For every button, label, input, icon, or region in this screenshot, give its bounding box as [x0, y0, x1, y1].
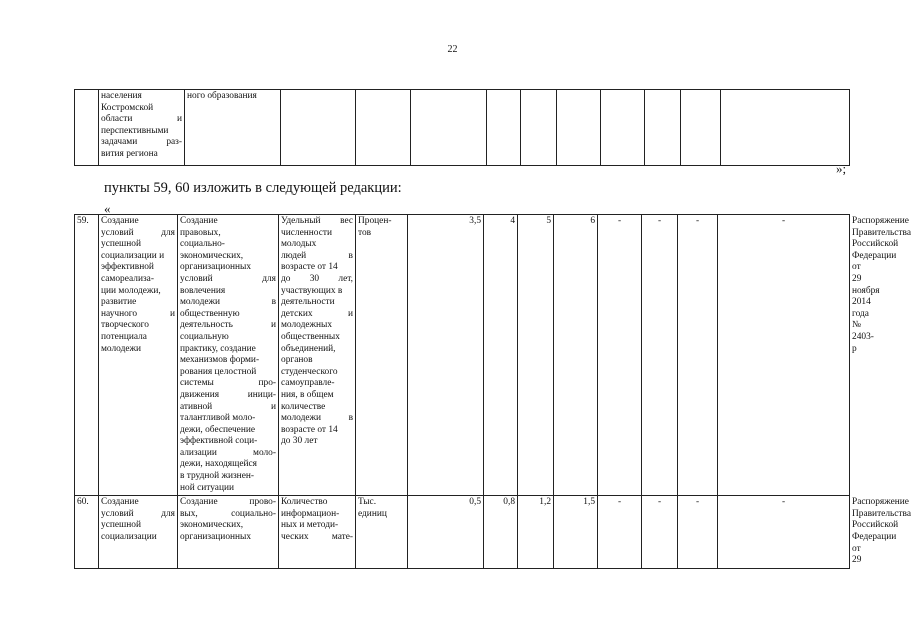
- value-cell: -: [642, 496, 678, 569]
- unit-cell: Тыс. единиц: [356, 496, 408, 569]
- row-number: 60.: [75, 496, 99, 569]
- indicators-table: [74, 214, 911, 569]
- indicator-cell: Удельный вес численности молодых людей в возрасте от 14 до 30 лет, участвующих в деятельности детских и молодежных общественных объединений, органов студенческого самоуправле- ния, в общем количестве молодежи в возрасте от 14 до 30 лет: [279, 215, 356, 496]
- unit-cell: Процен- тов: [356, 215, 408, 496]
- closing-quote-mark: »;: [836, 161, 847, 176]
- amendment-heading: пункты 59, 60 изложить в следующей редакции:: [104, 180, 402, 196]
- value-cell: -: [598, 215, 642, 496]
- goal-cell: Создание условий для успешной социализации и эффективной самореализа- ции молодежи, развитие научного и творческого потенциала молодежи: [99, 215, 178, 496]
- opening-quote-mark: «: [104, 201, 111, 216]
- cell-empty: [75, 90, 99, 166]
- value-cell: 5: [518, 215, 554, 496]
- cell-task-continued: ного образования: [185, 90, 281, 166]
- value-cell: -: [598, 496, 642, 569]
- page-number: 22: [447, 44, 458, 55]
- cell-goal-continued: населения Костромской области и перспективными задачами раз- вития региона: [99, 90, 185, 166]
- table-row: 60. Создание условий для успешной социализации Создание прово- вых, социально- экономических, организационных Количество информацион- ных и методи- ческих мате- Тыс. единиц 0,5 0,8 1,2 1,5 - - - - Распоряжение Правительства Российской Федерации от 29: [75, 496, 850, 569]
- value-cell: -: [678, 215, 718, 496]
- value-cell: 3,5: [408, 215, 484, 496]
- value-cell: -: [642, 215, 678, 496]
- value-cell: -: [718, 215, 850, 496]
- row-number: 59.: [75, 215, 99, 496]
- value-cell: -: [718, 496, 850, 569]
- value-cell: 0,8: [484, 496, 518, 569]
- indicator-cell: Количество информацион- ных и методи- ческих мате-: [279, 496, 356, 569]
- table-row: 59. Создание условий для успешной социализации и эффективной самореализа- ции молодежи, развитие научного и творческого потенциала молодежи Создание правовых, социально- экономических, организационных условий для вовлечения молодежи в общественную деятельность и социальную практику, создание механизмов форми- рования целостной системы про- движения иници- ативной и талантливой моло- дежи, обеспечение эффективной соци- ализации моло- дежи, находящейся в трудной жизнен- ной ситуации Удельный вес численности молодых людей в возрасте от 14 до 30 лет, участвующих в деятельности детских и молодежных общественных объединений, органов студенческого самоуправле- ния, в общем количестве молодежи в возрасте от 14 до 30 лет Процен- тов 3,5 4 5 6 - - - - Распоряжение Правительства Российской Федерации от 29 ноября 2014 года № 2403-р: [75, 215, 850, 496]
- task-cell: Создание прово- вых, социально- экономических, организационных: [178, 496, 279, 569]
- value-cell: 1,2: [518, 496, 554, 569]
- task-cell: Создание правовых, социально- экономических, организационных условий для вовлечения молодежи в общественную деятельность и социальную практику, создание механизмов форми- рования целостной системы про- движения иници- ативной и талантливой моло- дежи, обеспечение эффективной соци- ализации моло- дежи, находящейся в трудной жизнен- ной ситуации: [178, 215, 279, 496]
- previous-table-fragment: [74, 89, 850, 166]
- page-bottom-blank: [0, 570, 905, 640]
- value-cell: 6: [554, 215, 598, 496]
- value-cell: 4: [484, 215, 518, 496]
- goal-cell: Создание условий для успешной социализации: [99, 496, 178, 569]
- value-cell: 1,5: [554, 496, 598, 569]
- value-cell: 0,5: [408, 496, 484, 569]
- value-cell: -: [678, 496, 718, 569]
